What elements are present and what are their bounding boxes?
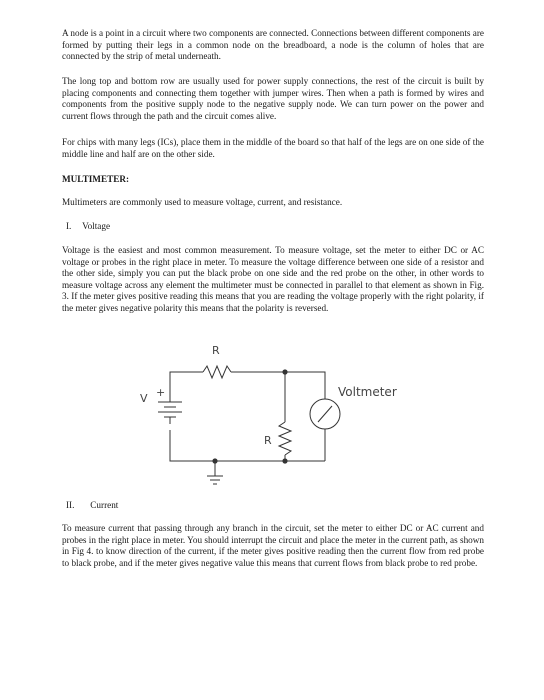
label-resistor-right: R bbox=[264, 434, 272, 447]
wire-bottom bbox=[170, 437, 325, 461]
paragraph-current: To measure current that passing through any branch in the circuit, set the meter to either DC or AC current and probes in the right place in meter. You should interrupt the circuit and place the meter in the current path, as shown in Fig 4. to know direction of the current, if the meter gives positive reading then the current flow from red probe to black probe, and if the meter gives negative value this means that current flows from black probe to red probe. bbox=[62, 523, 484, 568]
label-voltage-source: V bbox=[140, 392, 148, 405]
paragraph-multimeter-intro: Multimeters are commonly used to measure voltage, current, and resistance. bbox=[62, 197, 343, 207]
list-label: Voltage bbox=[82, 221, 111, 231]
label-voltmeter: Voltmeter bbox=[338, 385, 397, 399]
list-label: Current bbox=[90, 500, 119, 510]
list-item-current bbox=[62, 500, 118, 510]
voltmeter-needle bbox=[318, 406, 332, 422]
list-item-voltage bbox=[62, 221, 110, 231]
label-plus: + bbox=[156, 386, 166, 399]
list-number: II. bbox=[66, 500, 75, 510]
paragraph-ic-placement: For chips with many legs (ICs), place them in the middle of the board so that half of the legs are on one side of the middle line and half are on the other side. bbox=[62, 137, 484, 159]
wire-voltmeter-top bbox=[285, 372, 325, 399]
node-dot-ground bbox=[212, 458, 217, 463]
paragraph-voltage: Voltage is the easiest and most common measurement. To measure voltage, set the meter to either DC or AC voltage or probes in the right place in meter. To measure the voltage difference between one side of a resistor and the other side, simply you can put the black probe on one side and the red probe on the other, in other words to measure voltage across any element the multimeter must be connected in parallel to that element as shown in Fig. 3. If the meter gives positive reading this means that you are reading the voltage properly with the right polarity, if the meter gives negative polarity this means that the polarity is reversed. bbox=[62, 245, 484, 313]
wire-top-left bbox=[170, 372, 203, 402]
circuit-diagram bbox=[140, 340, 420, 500]
list-number: I. bbox=[66, 221, 72, 231]
paragraph-power-rows: The long top and bottom row are usually used for power supply connections, the rest of the circuit is built by placing components and connecting them together with jumper wires. Then when a path is formed by wires and components from the positive supply node to the negative supply node. We can turn power on the power and current flows through the path and the circuit comes alive. bbox=[62, 76, 484, 121]
node-dot-top bbox=[282, 369, 287, 374]
resistor-top bbox=[203, 366, 231, 378]
label-resistor-top: R bbox=[212, 344, 220, 357]
node-dot-bottom bbox=[282, 458, 287, 463]
resistor-right bbox=[279, 422, 291, 455]
circuit-figure-voltmeter bbox=[140, 340, 420, 500]
section-heading-multimeter: MULTIMETER: bbox=[62, 174, 130, 184]
paragraph-node-definition: A node is a point in a circuit where two components are connected. Connections between different components are formed by putting their legs in a common node on the breadboard, a node is the column of holes that are connected by the strip of metal underneath. bbox=[62, 28, 484, 62]
